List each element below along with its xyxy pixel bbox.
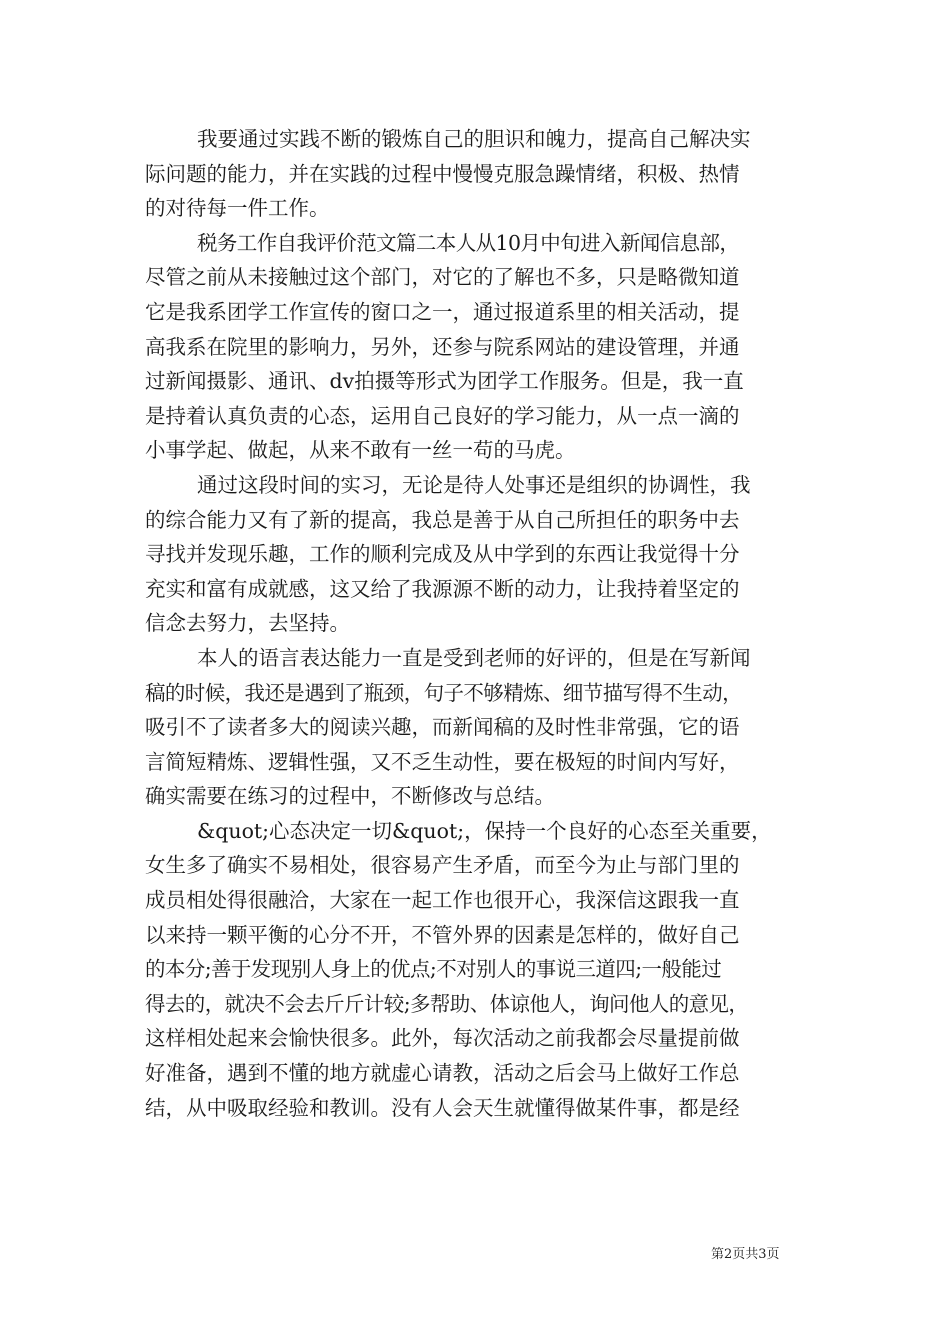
text-line: 是持着认真负责的心态，运用自己良好的学习能力，从一点一滴的 xyxy=(145,403,740,428)
text-line: 通过这段时间的实习，无论是待人处事还是组织的协调性，我 xyxy=(197,472,751,497)
text-line: 的本分;善于发现别人身上的优点;不对别人的事说三道四;一般能过 xyxy=(145,957,722,982)
paragraph-4 xyxy=(145,641,825,814)
text-line: 成员相处得很融洽，大家在一起工作也很开心，我深信这跟我一直 xyxy=(145,888,740,913)
text-line: 以来持一颗平衡的心分不开，不管外界的因素是怎样的，做好自己 xyxy=(145,922,740,947)
text-line: 确实需要在练习的过程中，不断修改与总结。 xyxy=(145,784,555,809)
text-line: 得去的，就决不会去斤斤计较;多帮助、体谅他人，询问他人的意见， xyxy=(145,991,749,1016)
text-line: 过新闻摄影、通讯、dv拍摄等形式为团学工作服务。但是，我一直 xyxy=(145,369,744,394)
text-line: 稿的时候，我还是遇到了瓶颈，句子不够精炼、细节描写得不生动， xyxy=(145,680,742,705)
text-line: 我要通过实践不断的锻炼自己的胆识和魄力，提高自己解决实 xyxy=(197,127,751,151)
text-line: 它是我系团学工作宣传的窗口之一，通过报道系里的相关活动，提 xyxy=(145,299,740,324)
paragraph-5 xyxy=(145,814,825,1125)
paragraph-3 xyxy=(145,468,825,641)
text-line: 税务工作自我评价范文篇二本人从10月中旬进入新闻信息部， xyxy=(197,230,740,255)
text-line: 的综合能力又有了新的提高，我总是善于从自己所担任的职务中去 xyxy=(145,507,740,532)
text-line: 尽管之前从未接触过这个部门，对它的了解也不多，只是略微知道 xyxy=(145,265,740,290)
text-line: 言简短精炼、逻辑性强，又不乏生动性，要在极短的时间内写好， xyxy=(145,749,740,774)
text-line: 高我系在院里的影响力，另外，还参与院系网站的建设管理，并通 xyxy=(145,334,740,359)
text-line: 好准备，遇到不懂的地方就虚心请教，活动之后会马上做好工作总 xyxy=(145,1061,740,1086)
text-line: 女生多了确实不易相处，很容易产生矛盾，而至今为止与部门里的 xyxy=(145,853,740,878)
text-line: 结，从中吸取经验和教训。没有人会天生就懂得做某件事，都是经 xyxy=(145,1095,740,1120)
text-line: 小事学起、做起，从来不敢有一丝一苟的马虎。 xyxy=(145,438,576,463)
page-number: 第2页共3页 xyxy=(711,1247,780,1262)
text-line: 的对待每一件工作。 xyxy=(145,196,330,221)
text-line: 本人的语言表达能力一直是受到老师的好评的，但是在写新闻 xyxy=(197,645,751,670)
text-line: 吸引不了读者多大的阅读兴趣，而新闻稿的及时性非常强，它的语 xyxy=(145,715,740,740)
document-body xyxy=(145,122,825,1125)
text-line: 信念去努力，去坚持。 xyxy=(145,611,350,636)
paragraph-1 xyxy=(145,122,825,226)
paragraph-2 xyxy=(145,226,825,468)
text-line: 际问题的能力，并在实践的过程中慢慢克服急躁情绪，积极、热情 xyxy=(145,161,740,186)
text-line: &quot;心态决定一切&quot;，保持一个良好的心态至关重要， xyxy=(197,818,772,843)
text-line: 这样相处起来会愉快很多。此外，每次活动之前我都会尽量提前做 xyxy=(145,1026,740,1051)
text-line: 寻找并发现乐趣，工作的顺利完成及从中学到的东西让我觉得十分 xyxy=(145,542,740,567)
text-line: 充实和富有成就感，这又给了我源源不断的动力，让我持着坚定的 xyxy=(145,576,740,601)
